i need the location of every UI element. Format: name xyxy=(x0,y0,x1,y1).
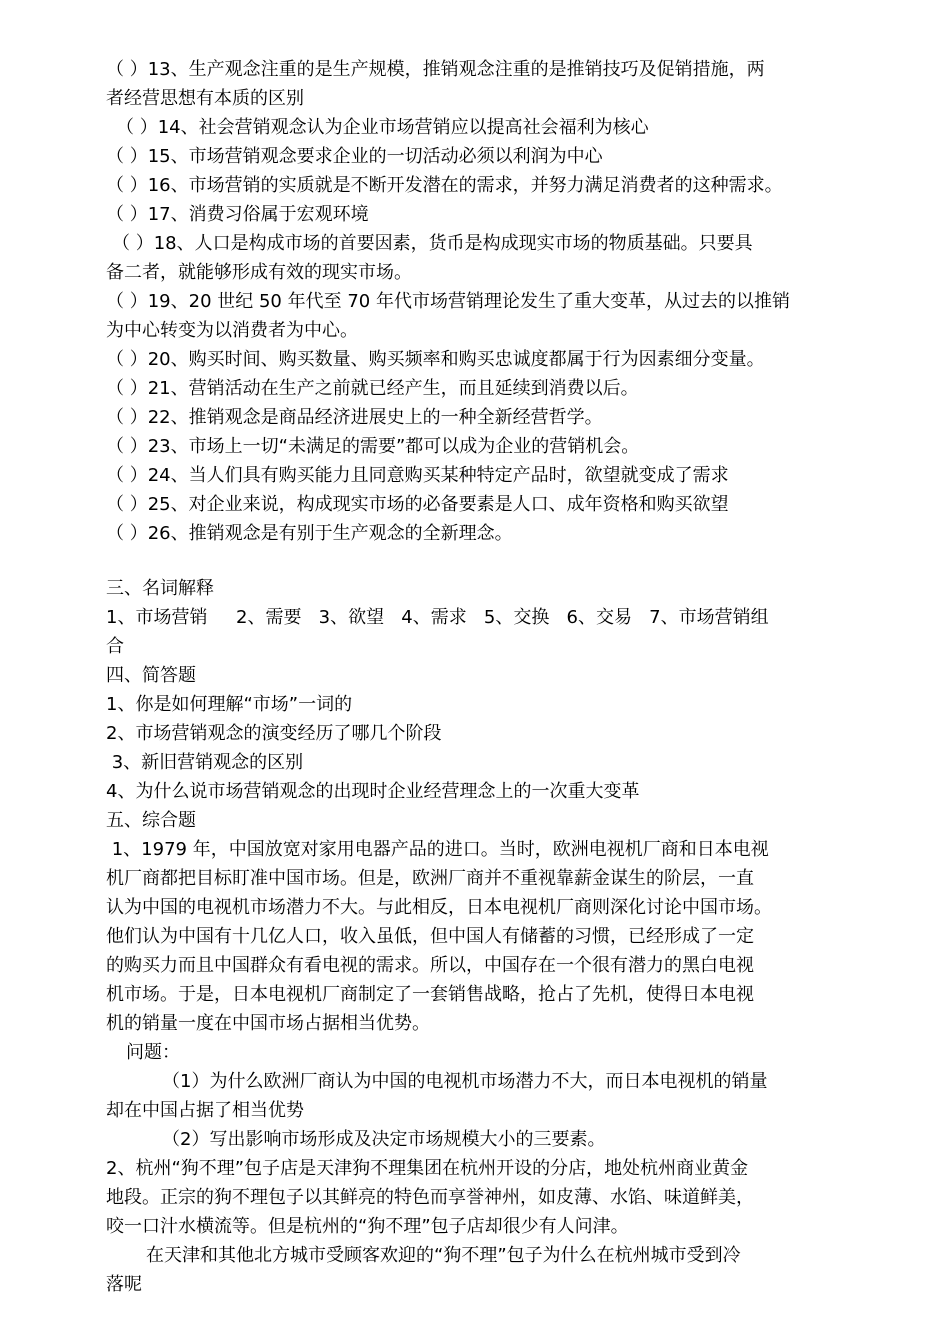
item-25: （ ）25、对企业来说，构成现实市场的必备要素是人口、成年资格和购买欲望 xyxy=(106,494,729,515)
short-answer-q1: 1、你是如何理解“市场”一词的 xyxy=(106,694,353,715)
item-17: （ ）17、消费习俗属于宏观环境 xyxy=(106,204,369,225)
comprehensive-heading: 五、综合题 xyxy=(106,810,196,831)
item-20: （ ）20、购买时间、购买数量、购买频率和购买忠诚度都属于行为因素细分变量。 xyxy=(106,349,765,370)
item-14: （ ）14、社会营销观念认为企业市场营销应以提高社会福利为核心 xyxy=(116,117,649,138)
item-15: （ ）15、市场营销观念要求企业的一切活动必须以利润为中心 xyxy=(106,146,603,167)
case-1-line: 他们认为中国有十几亿人口，收入虽低，但中国人有储蓄的习惯，已经形成了一定 xyxy=(106,926,754,947)
case-2-line: 地段。正宗的狗不理包子以其鲜亮的特色而享誉神州，如皮薄、水馅、味道鲜美， xyxy=(106,1187,754,1208)
item-18-line-1: （ ）18、人口是构成市场的首要因素，货币是构成现实市场的物质基础。只要具 xyxy=(112,233,753,254)
short-answer-q4: 4、为什么说市场营销观念的出现时企业经营理念上的一次重大变革 xyxy=(106,781,640,802)
case-1-line: 机的销量一度在中国市场占据相当优势。 xyxy=(106,1013,430,1034)
case-2-line: 咬一口汁水横流等。但是杭州的“狗不理”包子店却很少有人问津。 xyxy=(106,1216,629,1237)
item-18-line-2: 备二者，就能够形成有效的现实市场。 xyxy=(106,262,412,283)
case-2-line: 2、杭州“狗不理”包子店是天津狗不理集团在杭州开设的分店，地处杭州商业黄金 xyxy=(106,1158,749,1179)
case-1-question-1-line-2: 却在中国占据了相当优势 xyxy=(106,1100,304,1121)
item-26: （ ）26、推销观念是有别于生产观念的全新理念。 xyxy=(106,523,513,544)
item-19-line-1: （ ）19、20 世纪 50 年代至 70 年代市场营销理论发生了重大变革，从过去的以推销 xyxy=(106,291,790,312)
questions-label: 问题： xyxy=(126,1042,180,1063)
case-1-question-1-line-1: （1）为什么欧洲厂商认为中国的电视机市场潜力不大，而日本电视机的销量 xyxy=(162,1071,768,1092)
item-21: （ ）21、营销活动在生产之前就已经产生，而且延续到消费以后。 xyxy=(106,378,639,399)
item-19-line-2: 为中心转变为以消费者为中心。 xyxy=(106,320,358,341)
short-answer-q3: 3、新旧营销观念的区别 xyxy=(106,752,304,773)
case-1-question-2: （2）写出影响市场形成及决定市场规模大小的三要素。 xyxy=(162,1129,606,1150)
item-23: （ ）23、市场上一切“未满足的需要”都可以成为企业的营销机会。 xyxy=(106,436,640,457)
case-1-line: 1、1979 年，中国放宽对家用电器产品的进口。当时，欧洲电视机厂商和日本电视 xyxy=(106,839,769,860)
terms-heading: 三、名词解释 xyxy=(106,578,214,599)
item-22: （ ）22、推销观念是商品经济进展史上的一种全新经营哲学。 xyxy=(106,407,603,428)
case-1-line: 认为中国的电视机市场潜力不大。与此相反，日本电视机厂商则深化讨论中国市场。 xyxy=(106,897,772,918)
case-1-line: 的购买力而且中国群众有看电视的需求。所以，中国存在一个很有潜力的黑白电视 xyxy=(106,955,754,976)
terms-list-line-1: 1、市场营销 2、需要 3、欲望 4、需求 5、交换 6、交易 7、市场营销组 xyxy=(106,607,769,628)
case-1-line: 机市场。于是，日本电视机厂商制定了一套销售战略，抢占了先机，使得日本电视 xyxy=(106,984,754,1005)
item-13-line-2: 者经营思想有本质的区别 xyxy=(106,88,304,109)
case-2-question-line-1: 在天津和其他北方城市受顾客欢迎的“狗不理”包子为什么在杭州城市受到冷 xyxy=(146,1245,741,1266)
short-answer-q2: 2、市场营销观念的演变经历了哪几个阶段 xyxy=(106,723,442,744)
item-13-line-1: （ ）13、生产观念注重的是生产规模，推销观念注重的是推销技巧及促销措施，两 xyxy=(106,59,765,80)
short-answer-heading: 四、简答题 xyxy=(106,665,196,686)
case-2-question-line-2: 落呢 xyxy=(106,1274,142,1295)
case-1-line: 机厂商都把目标盯准中国市场。但是，欧洲厂商并不重视靠薪金谋生的阶层，一直 xyxy=(106,868,754,889)
item-24: （ ）24、当人们具有购买能力且同意购买某种特定产品时，欲望就变成了需求 xyxy=(106,465,729,486)
item-16: （ ）16、市场营销的实质就是不断开发潜在的需求，并努力满足消费者的这种需求。 xyxy=(106,175,783,196)
terms-list-line-2: 合 xyxy=(106,636,124,657)
